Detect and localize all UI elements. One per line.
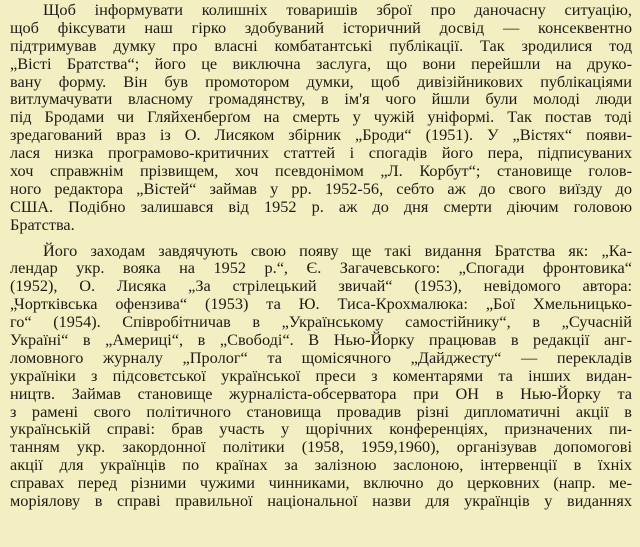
text-line: лася низка програмово-критичних статтей і спогадів його пера, підписуваних xyxy=(10,143,632,163)
text-line: підтримував думку про власні комбатантські публікації. Так зродилися тод xyxy=(10,35,632,55)
text-line: витлумачувати власному громадянству, в ім'я чого йшли були молоді люди xyxy=(10,89,632,109)
paragraph-1 xyxy=(10,1,632,234)
text-line: Братства. xyxy=(10,214,75,234)
text-line: лендар укр. вояка на 1952 р.“, Є. Загачевського: „Спогади фронтовика“ xyxy=(10,258,632,278)
text-line: Щоб інформувати колишніх товаришів зброї про даночасну ситуацію, xyxy=(43,0,632,19)
text-line: „Чортківська офензива“ (1953) та Ю. Тиса-Крохмалюка: „Бої Хмельницько- xyxy=(10,294,632,314)
text-line: ництв. Займав становище журналіста-обсерватора при ОН в Нью-Йорку та xyxy=(10,383,632,403)
text-line: вану форму. Він був промотором думки, щоб дивізійникових публікаціями xyxy=(10,71,632,91)
text-line: США. Подібно залишався від 1952 р. аж до дня смерти діючим головою xyxy=(10,196,632,216)
text-line: го“ (1954). Співробітничав в „Українському самостійнику“, в „Сучасній xyxy=(10,312,632,332)
text-line: з рамені свого політичного становища провадив різні дипломатичні акції в xyxy=(10,401,632,421)
text-line: хоч справжнім прізвищем, хоч псевдонімом „Л. Корбут“; становище голов- xyxy=(10,161,632,181)
text-line: зредагований враз із О. Лисяком збірник „Броди“ (1951). У „Вістях“ появи- xyxy=(10,125,632,145)
text-line: Україні“ в „Америці“, в „Свободі“. В Нью-Йорку працював в редакції анг- xyxy=(10,330,632,350)
paragraph-2 xyxy=(10,242,632,510)
text-line: акції для українців по країнах за залізною заслоною, інтервенції в їхніх xyxy=(10,455,632,475)
text-line: українській справі: брав участь у щорічних конференціях, призначених пи- xyxy=(10,419,632,439)
text-line: ного редактора „Вістей“ займав у рр. 1952-56, себто аж до свого виїзду до xyxy=(10,178,632,198)
text-line: під Бродами чи Гляйхенберґом на смерть у чужій уніформі. Так постав тоді xyxy=(10,107,632,127)
text-line: щоб фіксувати наш гірко здобуваний історичний досвід — консеквентно xyxy=(10,17,632,37)
text-line: (1952), О. Лисяка „За стрілецький звичай“ (1953), невідомого автора: xyxy=(10,276,632,296)
text-line: ломовного журналу „Пролог“ та щомісячного „Дайджесту“ — перекладів xyxy=(10,347,632,367)
text-line: україніки з підсовєтської української преси з коментарями та інших видан- xyxy=(10,365,632,385)
text-line: танням укр. закордонної політики (1958, 1959,1960), організував допомогові xyxy=(10,437,632,457)
text-line: Його заходам завдячують свою появу ще такі видання Братства як: „Ка- xyxy=(43,240,632,260)
text-line: „Вісті Братства“; його це виключна заслуга, що вони перейшли на друко- xyxy=(10,53,632,73)
text-line: моріялову в справі правильної національної назви для українців у виданнях xyxy=(10,491,632,511)
text-line: справах перед різними чужими чинниками, включно до церковних (напр. ме- xyxy=(10,473,632,493)
